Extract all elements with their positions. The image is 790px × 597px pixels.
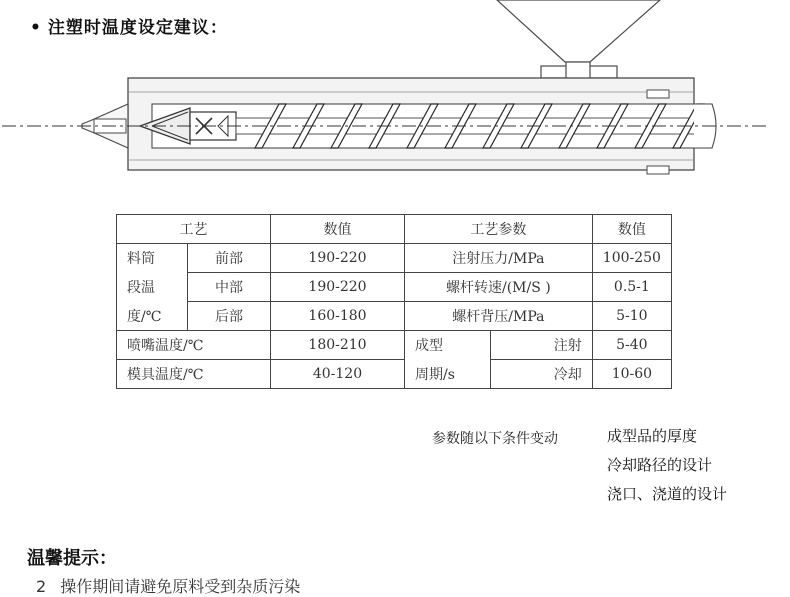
table-row bbox=[117, 273, 672, 302]
param-screw-speed: 螺杆转速/(M/S ) bbox=[405, 273, 593, 302]
cycle-cooling-label: 冷却 bbox=[491, 360, 593, 389]
tips-item-text: 操作期间请避免原料受到杂质污染 bbox=[60, 577, 301, 596]
cycle-injection-label: 注射 bbox=[491, 331, 593, 360]
tips-item-number: 2 bbox=[36, 577, 47, 596]
zone-rear: 后部 bbox=[188, 302, 271, 331]
hopper-shape bbox=[497, 0, 660, 62]
table-row bbox=[117, 302, 672, 331]
list-item: 成型品的厚度 bbox=[607, 427, 698, 445]
middle-temp-value: 190-220 bbox=[271, 273, 405, 302]
param-injection-pressure: 注射压力/MPa bbox=[405, 244, 593, 273]
front-temp-value: 190-220 bbox=[271, 244, 405, 273]
injection-pressure-value: 100-250 bbox=[592, 244, 671, 273]
param-back-pressure: 螺杆背压/MPa bbox=[405, 302, 593, 331]
tips-title: 温馨提示： bbox=[27, 548, 117, 569]
parameter-table bbox=[116, 214, 672, 389]
rear-temp-value: 160-180 bbox=[271, 302, 405, 331]
nozzle-temp-label: 喷嘴温度/℃ bbox=[117, 331, 271, 360]
header-process: 工艺 bbox=[117, 215, 271, 244]
zone-middle: 中部 bbox=[188, 273, 271, 302]
back-pressure-value: 5-10 bbox=[592, 302, 671, 331]
cycle-injection-value: 5-40 bbox=[592, 331, 671, 360]
barrel-label-part1: 料筒 bbox=[117, 244, 188, 273]
header-param-value: 数值 bbox=[592, 215, 671, 244]
header-param: 工艺参数 bbox=[405, 215, 593, 244]
table-row bbox=[117, 360, 672, 389]
screw-speed-value: 0.5-1 bbox=[592, 273, 671, 302]
nozzle-temp-value: 180-210 bbox=[271, 331, 405, 360]
cycle-label-part2: 周期/s bbox=[405, 360, 491, 389]
section-heading-text: 注塑时温度设定建议： bbox=[47, 18, 228, 38]
tips-item bbox=[36, 574, 300, 597]
injection-screw-barrel-diagram-icon bbox=[0, 0, 790, 210]
cycle-label-part1: 成型 bbox=[405, 331, 491, 360]
table-header-row bbox=[117, 215, 672, 244]
heater-band bbox=[647, 166, 669, 174]
cycle-cooling-value: 10-60 bbox=[592, 360, 671, 389]
barrel-label-part3: 度/℃ bbox=[117, 302, 188, 331]
heater-band bbox=[647, 90, 669, 98]
mold-temp-label: 模具温度/℃ bbox=[117, 360, 271, 389]
variation-factor-list bbox=[607, 426, 727, 513]
table-row bbox=[117, 244, 672, 273]
mold-temp-value: 40-120 bbox=[271, 360, 405, 389]
header-value: 数值 bbox=[271, 215, 405, 244]
table-row bbox=[117, 331, 672, 360]
zone-front: 前部 bbox=[188, 244, 271, 273]
barrel-label-part2: 段温 bbox=[117, 273, 188, 302]
bullet-icon: • bbox=[30, 18, 42, 38]
list-item: 冷却路径的设计 bbox=[607, 456, 713, 474]
variation-note: 参数随以下条件变动 bbox=[432, 431, 558, 447]
list-item: 浇口、浇道的设计 bbox=[607, 485, 728, 503]
